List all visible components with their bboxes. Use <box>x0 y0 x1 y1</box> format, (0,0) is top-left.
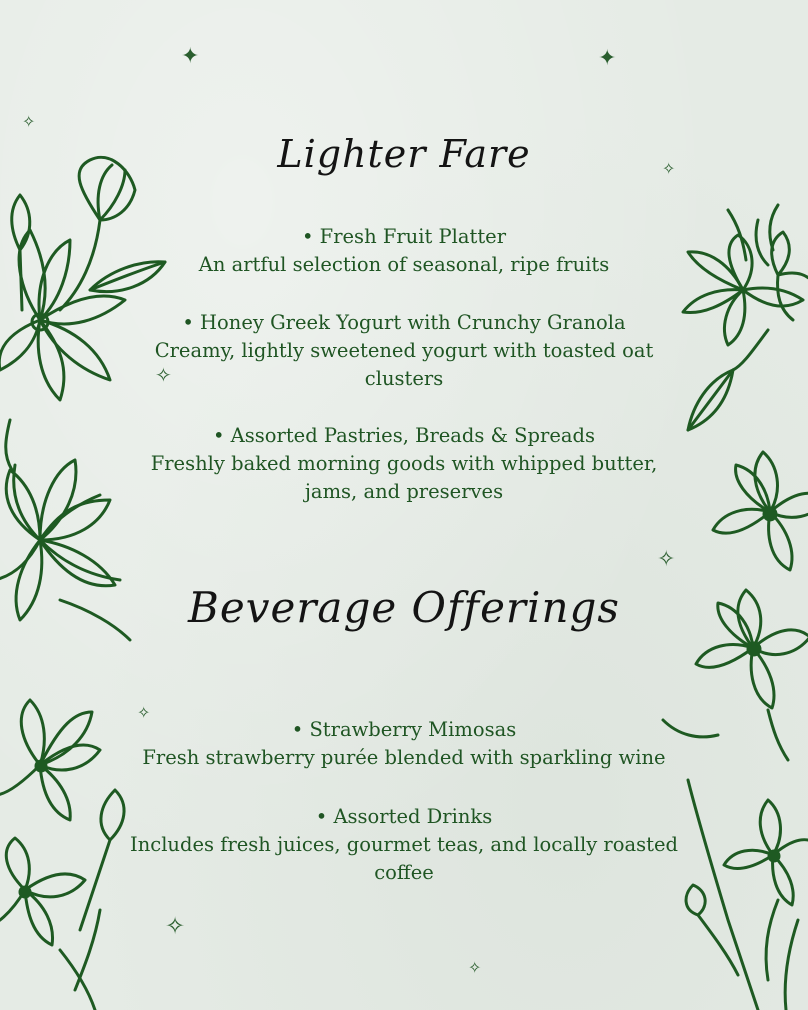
menu-item-name: • Honey Greek Yogurt with Crunchy Granola <box>182 311 626 334</box>
sparkle-icon: ✧ <box>22 112 36 131</box>
flower-icon <box>724 800 808 905</box>
menu-item-name: • Strawberry Mimosas <box>291 718 517 741</box>
sparkle-icon: ✦ <box>598 46 617 71</box>
flower-icon <box>0 700 100 820</box>
flower-icon <box>0 838 85 945</box>
menu-item <box>110 422 698 506</box>
sparkle-icon: ✧ <box>155 363 172 387</box>
menu-item-name: • Assorted Drinks <box>315 805 493 828</box>
menu-item <box>110 309 698 393</box>
sparkle-icon: ✧ <box>165 912 186 940</box>
menu-item-description: An artful selection of seasonal, ripe fruits <box>198 253 610 276</box>
menu-item-description: Fresh strawberry purée blended with sparkling wine <box>142 746 666 769</box>
sparkle-icon: ✧ <box>137 703 151 722</box>
sparkle-icon: ✧ <box>657 547 676 572</box>
section-title-beverage-offerings: Beverage Offerings <box>188 583 620 632</box>
menu-item-name: • Fresh Fruit Platter <box>301 225 507 248</box>
menu-item-description: Creamy, lightly sweetened yogurt with toasted oat clusters <box>154 339 654 390</box>
menu-item-description: Includes fresh juices, gourmet teas, and locally roasted coffee <box>130 833 678 884</box>
menu-item <box>110 716 698 772</box>
menu-item-description: Freshly baked morning goods with whipped butter, jams, and preserves <box>150 452 658 503</box>
sparkle-icon: ✦ <box>181 44 200 69</box>
sparkle-icon: ✧ <box>662 159 676 178</box>
menu-item <box>104 803 704 887</box>
menu-item <box>110 223 698 279</box>
menu-item-name: • Assorted Pastries, Breads & Spreads <box>212 424 595 447</box>
flower-icon <box>713 452 808 570</box>
sparkle-icon: ✧ <box>468 958 482 977</box>
section-title-lighter-fare: Lighter Fare <box>277 132 531 176</box>
